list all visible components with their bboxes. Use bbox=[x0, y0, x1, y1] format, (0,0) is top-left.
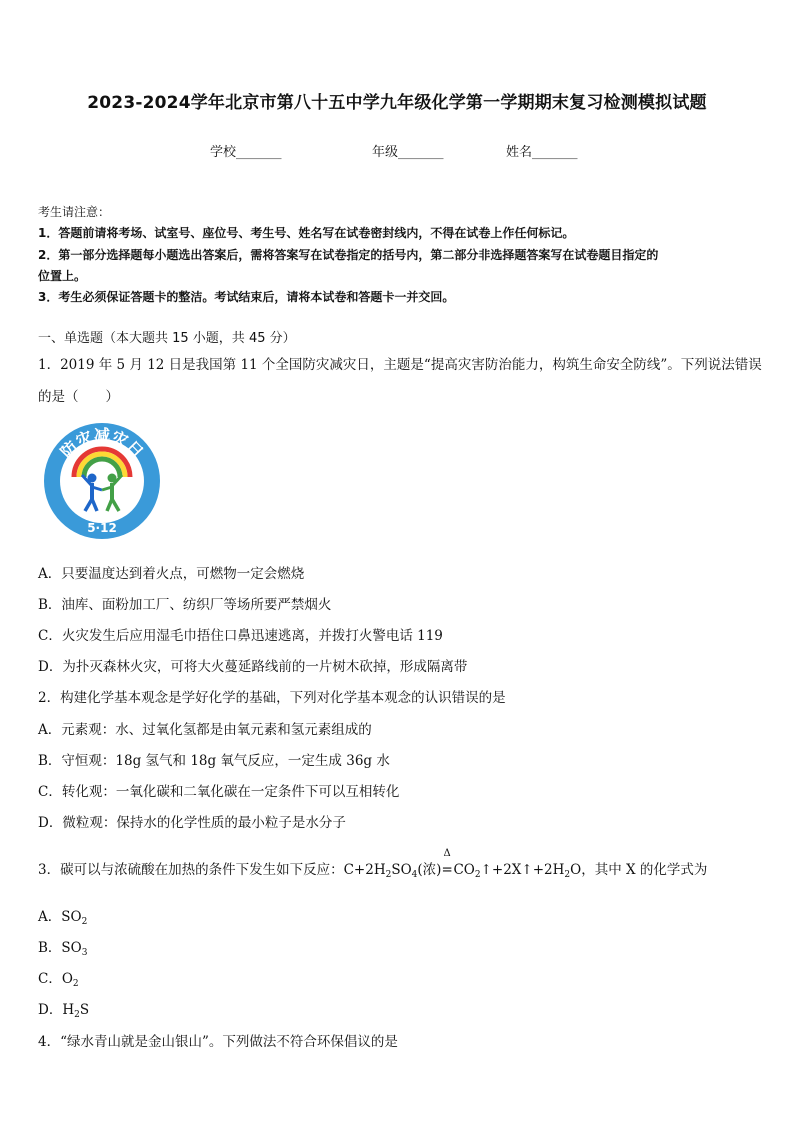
q2-option-d: D．微粒观：保持水的化学性质的最小粒子是水分子 bbox=[38, 815, 346, 831]
q1-option-b: B．油库、面粉加工厂、纺织厂等场所要严禁烟火 bbox=[38, 597, 332, 613]
q1-stem: 1．2019 年 5 月 12 日是我国第 11 个全国防灾减灾日，主题是“提高灾害防治能力，构筑生命安全防线”。下列说法错误 bbox=[38, 357, 762, 373]
notice-heading: 考生请注意： bbox=[38, 205, 111, 219]
q3-stem: 3．碳可以与浓硫酸在加热的条件下发生如下反应：$C+2H_2SO_4$(浓) Δ $=CO_2↑+2X↑+2H_2O$，其中 X 的化学式为 bbox=[38, 848, 708, 880]
logo-title-text: 防灾减灾日 bbox=[56, 426, 148, 462]
page-title: 2023-2024学年北京市第八十五中学九年级化学第一学期期末复习检测模拟试题 bbox=[87, 93, 707, 113]
disaster-prevention-logo bbox=[40, 415, 164, 545]
school-field: 学校_______ bbox=[210, 145, 282, 160]
q1-stem-cont: 的是（ ） bbox=[38, 389, 119, 405]
q2-option-a: A．元素观：水、过氧化氢都是由氧元素和氢元素组成的 bbox=[38, 722, 372, 738]
notice-item-3: 3．考生必须保证答题卡的整洁。考试结束后，请将本试卷和答题卡一并交回。 bbox=[38, 290, 455, 304]
q1-option-d: D．为扑灭森林火灾，可将大火蔓延路线前的一片树木砍掉，形成隔离带 bbox=[38, 659, 468, 675]
grade-field: 年级_______ bbox=[372, 145, 444, 160]
logo-date: 5·12 bbox=[87, 521, 117, 535]
q3-option-d: D．$H_2S$ bbox=[38, 1002, 90, 1020]
q2-option-c: C．转化观：一氧化碳和二氧化碳在一定条件下可以互相转化 bbox=[38, 784, 400, 800]
q2-option-b: B．守恒观：18g 氢气和 18g 氧气反应，一定生成 36g 水 bbox=[38, 753, 390, 769]
q3-option-b: B．$SO_3$ bbox=[38, 940, 88, 958]
q1-option-c: C．火灾发生后应用湿毛巾捂住口鼻迅速逃离，并拨打火警电话 119 bbox=[38, 628, 443, 644]
q3-option-a: A．$SO_2$ bbox=[38, 909, 88, 927]
notice-item-1: 1．答题前请将考场、试室号、座位号、考生号、姓名写在试卷密封线内，不得在试卷上作任何标记。 bbox=[38, 226, 575, 240]
q4-stem: 4．“绿水青山就是金山银山”。下列做法不符合环保倡议的是 bbox=[38, 1034, 398, 1050]
section-heading: 一、单选题（本大题共 15 小题，共 45 分） bbox=[38, 331, 296, 346]
q1-option-a: A．只要温度达到着火点，可燃物一定会燃烧 bbox=[38, 566, 305, 582]
reaction-condition: Δ = bbox=[441, 848, 453, 878]
name-field: 姓名_______ bbox=[506, 145, 578, 160]
q3-option-c: C．$O_2$ bbox=[38, 971, 79, 989]
q2-stem: 2．构建化学基本观念是学好化学的基础，下列对化学基本观念的认识错误的是 bbox=[38, 690, 506, 706]
notice-item-2: 2．第一部分选择题每小题选出答案后，需将答案写在试卷指定的括号内，第二部分非选择题答案写在试卷题目指定的 bbox=[38, 248, 659, 262]
notice-item-2-cont: 位置上。 bbox=[38, 269, 87, 283]
